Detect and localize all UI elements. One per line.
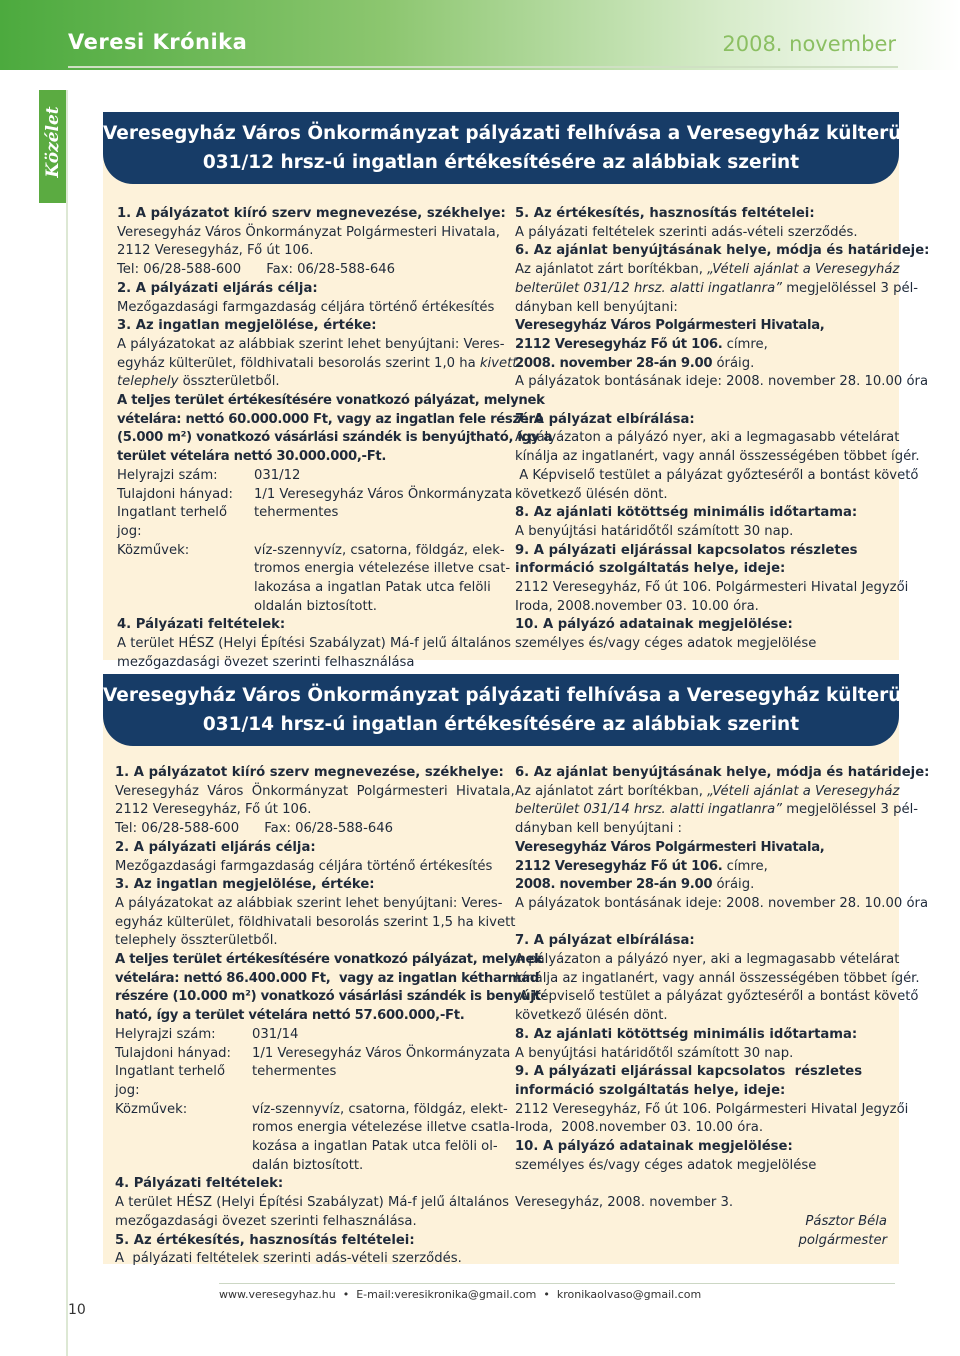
property-label: Helyrajzi szám: [117, 467, 218, 483]
price-line: vételára: nettó 86.400.000 Ft, vagy az ingatlan kétharmad [115, 970, 539, 986]
section-heading: 7. A pályázat elbírálása: [515, 933, 695, 949]
section-heading: 4. Pályázati feltételek: [117, 617, 286, 633]
section-heading: 1. A pályázatot kiíró szerv megnevezése, székhelye: [115, 765, 504, 780]
property-row [115, 1026, 489, 1045]
property-value: 031/12 [254, 467, 301, 483]
property-label: Közművek: [117, 542, 190, 558]
issue-date: 2008. november [722, 32, 896, 56]
property-value: 1/1 Veresegyház Város Önkormányzata [254, 486, 513, 502]
property-row [115, 1101, 508, 1120]
notice2-title-line1: Veresegyház Város Önkormányzat pályázati felhívása a Veresegyház külterület [103, 685, 930, 706]
text-span-italic: „Vételi ajánlat a Veresegyház [707, 262, 900, 278]
text-line: A pályázatokat az alábbiak szerint lehet benyújtani: Veres- [117, 336, 505, 352]
section-heading: 8. Az ajánlati kötöttség minimális időtartama: [515, 505, 858, 521]
section-heading: 7. A pályázat elbírálása: [515, 411, 695, 427]
text-line [515, 801, 919, 820]
header-divider [68, 66, 898, 68]
property-row [115, 1138, 498, 1157]
text-line: 2112 Veresegyház, Fő út 106. [117, 243, 314, 259]
section-heading: 8. Az ajánlati kötöttség minimális időtartama: [515, 1026, 858, 1042]
side-rule [66, 90, 68, 1356]
property-label: Tulajdoni hányad: [117, 486, 233, 502]
address-line [515, 858, 889, 877]
signature-name: Pásztor Béla [805, 1213, 887, 1229]
section-heading: 5. Az értékesítés, hasznosítás feltételei: [115, 1232, 415, 1248]
signature-date: Veresegyház, 2008. november 3. [515, 1195, 734, 1211]
section-heading: 10. A pályázó adatainak megjelölése: [515, 1139, 793, 1155]
section-tab [39, 90, 67, 203]
text-line: dányban kell benyújtani : [515, 821, 682, 837]
text-span: Az ajánlatot zárt borítékban, [515, 783, 708, 799]
property-value: 1/1 Veresegyház Város Önkormányzata [252, 1045, 511, 1061]
section-heading: 9. A pályázati eljárással kapcsolatos részletes [515, 542, 858, 558]
property-label: Közművek: [115, 1101, 188, 1117]
section-heading: 3. Az ingatlan megjelölése, értéke: [115, 877, 375, 893]
section-tab-label: Közélet [43, 106, 63, 178]
property-value: kozása a ingatlan Patak utca felöli ol- [252, 1139, 498, 1155]
text-line: A pályázati feltételek szerinti adás-vételi szerződés. [515, 224, 858, 240]
footer-contacts: www.veresegyhaz.hu • E-mail:veresikronika@gmail.com • kronikaolvaso@gmail.com [219, 1288, 702, 1301]
text-line [515, 280, 919, 299]
text-line: A pályázati feltételek szerinti adás-vételi szerződés. [115, 1251, 462, 1267]
address-line: Veresegyház Város Polgármesteri Hivatala, [515, 318, 825, 334]
price-line: ható, így a terület vételára nettó 57.600.000,-Ft. [115, 1008, 465, 1024]
text-span: megjelöléssel 3 pél- [782, 802, 919, 818]
text-line: következő ülésén dönt. [515, 486, 668, 502]
text-line: Veresegyház Város Önkormányzat Polgármesteri Hivatala, [115, 783, 515, 799]
text-span: óráig. [712, 877, 755, 893]
text-span: 2008. november 28-án 9.00 [515, 355, 713, 371]
text-line: A Képviselő testület a pályázat győzteséről a bontást követő [515, 467, 919, 483]
property-row [117, 560, 511, 579]
text-line: Tel: 06/28-588-600 Fax: 06/28-588-646 [115, 821, 393, 837]
text-line: A terület HÉSZ (Helyi Építési Szabályzat) Má-f jelű általános [115, 1195, 510, 1211]
text-line: A pályázatok bontásának ideje: 2008. november 28. 10.00 óra [515, 895, 929, 911]
property-value: tehermentes [254, 505, 339, 521]
property-row [117, 486, 513, 505]
notice1-title-line1: Veresegyház Város Önkormányzat pályázati felhívása a Veresegyház külterület [103, 123, 930, 144]
text-line: Mezőgazdasági farmgazdaság céljára történő értékesítés [115, 858, 493, 874]
text-line [117, 373, 489, 392]
text-line: A pályázaton a pályázó nyer, aki a legmagasabb vételárat [515, 430, 900, 446]
text-line [117, 355, 518, 374]
text-span-italic: „Vételi ajánlat a Veresegyház [707, 783, 900, 799]
property-row [115, 1157, 489, 1176]
property-value: víz-szennyvíz, csatorna, földgáz, elek- [254, 542, 505, 558]
property-row [117, 504, 489, 541]
text-line: mezőgazdasági övezet szerinti felhasználása. [115, 1213, 417, 1229]
text-line: A pályázatokat az alábbiak szerint lehet benyújtani: Veres- [115, 895, 503, 911]
text-line [515, 261, 900, 280]
text-span-italic: belterület 031/12 hrsz. alatti ingatlanra” [515, 280, 783, 296]
property-label: Ingatlant terhelő jog: [115, 1064, 226, 1098]
property-label: Tulajdoni hányad: [115, 1045, 231, 1061]
notice2-title-line2: 031/14 hrsz-ú ingatlan értékesítésére az alábbiak szerint [202, 714, 800, 735]
text-line: A Képviselő testület a pályázat győzteséről a bontást követő [515, 989, 919, 1005]
section-heading: 1. A pályázatot kiíró szerv megnevezése, székhelye: [117, 206, 506, 221]
text-span: címre, [722, 336, 768, 352]
text-line: Iroda, 2008.november 03. 10.00 óra. [515, 598, 759, 614]
section-heading: 4. Pályázati feltételek: [115, 1176, 284, 1192]
notice2-right-column [515, 764, 930, 1250]
section-heading: 2. A pályázati eljárás célja: [117, 280, 318, 296]
text-span: óráig. [712, 355, 755, 371]
text-line: Iroda, 2008.november 03. 10.00 óra. [515, 1120, 764, 1136]
price-line: A teljes terület értékesítésére vonatkozó pályázat, melynek [115, 952, 543, 968]
text-line: A pályázaton a pályázó nyer, aki a legmagasabb vételárat [515, 952, 900, 968]
text-line: A benyújtási határidőtől számított 30 nap. [515, 1045, 794, 1061]
notice1-title-banner [103, 112, 930, 184]
text-line: mezőgazdasági övezet szerinti felhasználása [117, 654, 415, 670]
price-line: (5.000 m²) vonatkozó vásárlási szándék is benyújtható, így a [117, 430, 553, 446]
text-line [515, 783, 900, 802]
text-line: A pályázatok bontásának ideje: 2008. november 28. 10.00 óra [515, 374, 929, 390]
notice2-left-column [115, 764, 546, 1269]
text-line: következő ülésén dönt. [515, 1008, 668, 1024]
section-heading: 5. Az értékesítés, hasznosítás feltételei: [515, 206, 815, 221]
property-row [115, 1119, 515, 1138]
text-line: Mezőgazdasági farmgazdaság céljára történő értékesítés [117, 299, 495, 315]
publication-title: Veresi Krónika [68, 30, 248, 54]
text-span: 2008. november 28-án 9.00 [515, 877, 713, 893]
section-heading: 2. A pályázati eljárás célja: [115, 839, 316, 855]
text-span: Az ajánlatot zárt borítékban, [515, 262, 708, 278]
section-heading: 9. A pályázati eljárással kapcsolatos részletes [515, 1064, 863, 1080]
address-line: Veresegyház Város Polgármesteri Hivatala, [515, 839, 825, 855]
text-line: 2112 Veresegyház, Fő út 106. Polgármesteri Hivatal Jegyzői [515, 1101, 909, 1117]
text-line: személyes és/vagy céges adatok megjelölése [515, 636, 817, 652]
notice1-title-line2: 031/12 hrsz-ú ingatlan értékesítésére az alábbiak szerint [202, 152, 800, 173]
text-line: dányban kell benyújtani: [515, 299, 678, 315]
deadline-line [515, 355, 889, 374]
property-row [117, 598, 489, 617]
address-line [515, 336, 889, 355]
text-line: 2112 Veresegyház, Fő út 106. [115, 802, 312, 818]
property-row [117, 579, 489, 598]
section-heading: információ szolgáltatás helye, ideje: [515, 561, 786, 577]
section-heading: 6. Az ajánlat benyújtásának helye, módja és határideje: [515, 243, 930, 259]
text-line: kínálja az ingatlanért, vagy annál összességében többet ígér. [515, 970, 920, 986]
text-span: címre, [722, 858, 768, 874]
price-line: vételára: nettó 60.000.000 Ft, vagy az ingatlan fele részére [117, 411, 544, 427]
property-row [115, 1045, 511, 1064]
price-line: terület vételára nettó 30.000.000,-Ft. [117, 449, 387, 465]
property-value: dalán biztosított. [252, 1157, 364, 1173]
text-span-italic: telephely [117, 374, 179, 390]
text-line: 2112 Veresegyház, Fő út 106. Polgármesteri Hivatal Jegyzői [515, 580, 909, 596]
text-line: Tel: 06/28-588-600 Fax: 06/28-588-646 [117, 262, 395, 278]
signature-title: polgármester [798, 1232, 887, 1248]
text-line: kínálja az ingatlanért, vagy annál összességében többet ígér. [515, 449, 920, 465]
section-heading: 3. Az ingatlan megjelölése, értéke: [117, 318, 377, 334]
deadline-line [515, 876, 889, 895]
text-line: telephely összterületből. [115, 933, 278, 949]
property-value: tromos energia vételezése illetve csat- [254, 561, 511, 577]
text-line: személyes és/vagy céges adatok megjelölése [515, 1157, 817, 1173]
notice1-right-column [515, 205, 930, 654]
property-row [115, 1063, 489, 1100]
property-value: romos energia vételezése illetve csatla- [252, 1120, 515, 1136]
text-span-italic: belterület 031/14 hrsz. alatti ingatlanra” [515, 802, 783, 818]
property-value: tehermentes [252, 1064, 337, 1080]
notice1-left-column [117, 205, 553, 673]
price-line: A teljes terület értékesítésére vonatkozó pályázat, melynek [117, 393, 545, 409]
text-span: összterületből. [178, 374, 280, 390]
property-value: víz-szennyvíz, csatorna, földgáz, elekt- [252, 1101, 508, 1117]
property-label: Ingatlant terhelő jog: [117, 505, 228, 539]
property-label: Helyrajzi szám: [115, 1026, 216, 1042]
property-row [117, 542, 505, 561]
footer-divider [219, 1283, 895, 1284]
text-span: megjelöléssel 3 pél- [782, 280, 919, 296]
text-line: A terület HÉSZ (Helyi Építési Szabályzat) Má-f jelű általános [117, 636, 512, 652]
property-value: 031/14 [252, 1026, 299, 1042]
property-value: oldalán biztosított. [254, 598, 377, 614]
text-span: 2112 Veresegyház Fő út 106. [515, 336, 723, 352]
property-row [117, 467, 489, 486]
section-heading: 10. A pályázó adatainak megjelölése: [515, 617, 793, 633]
text-line: egyház külterület, földhivatali besorolás szerint 1,5 ha kivett [115, 914, 516, 930]
text-line: A benyújtási határidőtől számított 30 nap. [515, 523, 794, 539]
section-heading: információ szolgáltatás helye, ideje: [515, 1082, 786, 1098]
price-line: részére (10.000 m²) vonatkozó vásárlási szándék is benyújt- [115, 989, 546, 1005]
text-span-italic: kivett [479, 355, 518, 371]
text-line: Veresegyház Város Önkormányzat Polgármesteri Hivatala, [117, 224, 500, 240]
notice2-title-banner [103, 674, 930, 746]
section-heading: 6. Az ajánlat benyújtásának helye, módja és határideje: [515, 765, 930, 780]
page-number: 10 [68, 1302, 86, 1318]
property-value: lakozása a ingatlan Patak utca felöli [254, 580, 491, 596]
text-span: egyház külterület, földhivatali besorolás szerint 1,0 ha [117, 355, 476, 371]
text-span: 2112 Veresegyház Fő út 106. [515, 858, 723, 874]
